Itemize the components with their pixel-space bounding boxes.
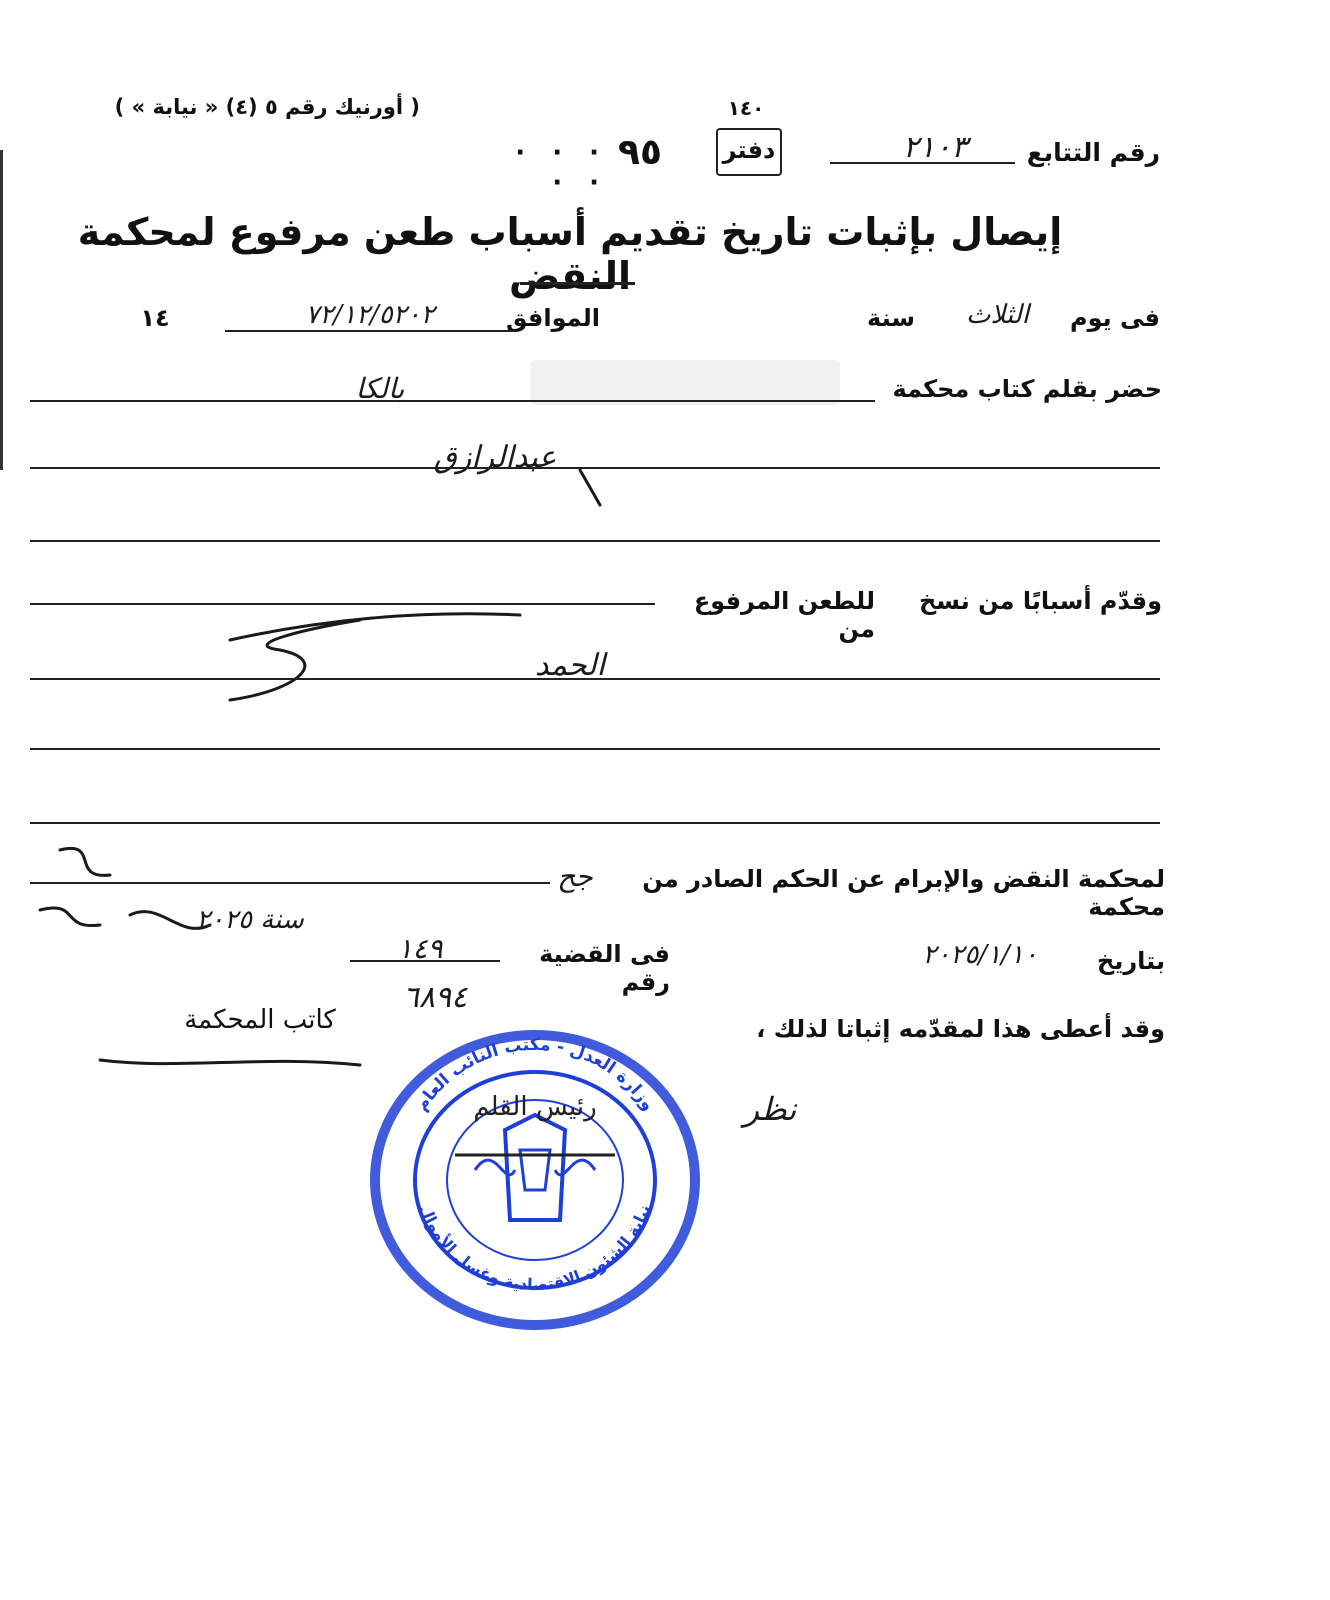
case-year: سنة ٢٠٢٥ xyxy=(196,905,304,935)
case-date-label: بتاريخ xyxy=(1097,947,1165,975)
case-number: ١٤٩ xyxy=(397,932,443,965)
seal-top-text: وزارة العدل - مكتب النائب العام xyxy=(411,1034,659,1115)
page-title: إيصال بإثبات تاريخ تقديم أسباب طعن مرفوع لمحكمة النقض xyxy=(77,210,1063,298)
attended-court-hand: بالكا xyxy=(355,372,405,405)
corresponding-value: ٧٢/١٢/٥٢٠٢ xyxy=(305,300,435,330)
court-paragraph-hand: جح xyxy=(557,860,593,893)
official-seal xyxy=(355,1020,715,1340)
appeal-label: للطعن المرفوع من xyxy=(693,587,875,643)
closing-text: وقد أعطى هذا لمقدّمه إثباتا لذلك ، xyxy=(756,1015,1165,1043)
stamp-word: دفتر xyxy=(716,128,782,176)
attended-label: حضر بقلم كتاب محكمة xyxy=(892,375,1162,403)
seal-center-text: رئيس القلم xyxy=(473,1092,597,1122)
receipt-number: ٩٥ xyxy=(618,132,662,173)
court-paragraph: لمحكمة النقض والإبرام عن الحكم الصادر من محكمة xyxy=(642,865,1165,921)
day-label: فى يوم xyxy=(1070,304,1160,332)
presented-label: وقدّم أسبابًا من نسخ xyxy=(919,587,1162,615)
receipt-dots: · · · · · xyxy=(515,138,608,198)
case-date-value: ٢٠٢٥/١/١٠ xyxy=(922,940,1038,970)
svg-text:نيابة الشئون الاقتصادية وغسل ا xyxy=(416,1202,655,1295)
case-label: فى القضية رقم xyxy=(539,940,670,996)
stamp-number: ١٤٠ xyxy=(727,96,765,120)
day-value: الثلاث xyxy=(966,300,1029,330)
extra-number: ٦٨٩٤ xyxy=(402,980,468,1015)
corresponding-label: الموافق xyxy=(506,304,600,332)
appellant-hand: الحمد xyxy=(535,648,605,683)
observed-mark: نظر xyxy=(743,1090,797,1128)
year-suffix: ١٤ xyxy=(140,304,170,332)
clerk-title: كاتب المحكمة xyxy=(184,1005,336,1035)
year-label: سنة xyxy=(867,304,915,332)
attended-line2-hand: عبدالرازق xyxy=(433,440,557,475)
serial-value: ٢١٠٣ xyxy=(902,130,968,165)
serial-label: رقم التتابع xyxy=(1026,138,1160,167)
form-code: ( أورنيك رقم ٥ (٤) « نيابة » ) xyxy=(114,95,420,119)
seal-bottom-text: نيابة الشئون الاقتصادية وغسل الأموال xyxy=(415,1201,655,1295)
